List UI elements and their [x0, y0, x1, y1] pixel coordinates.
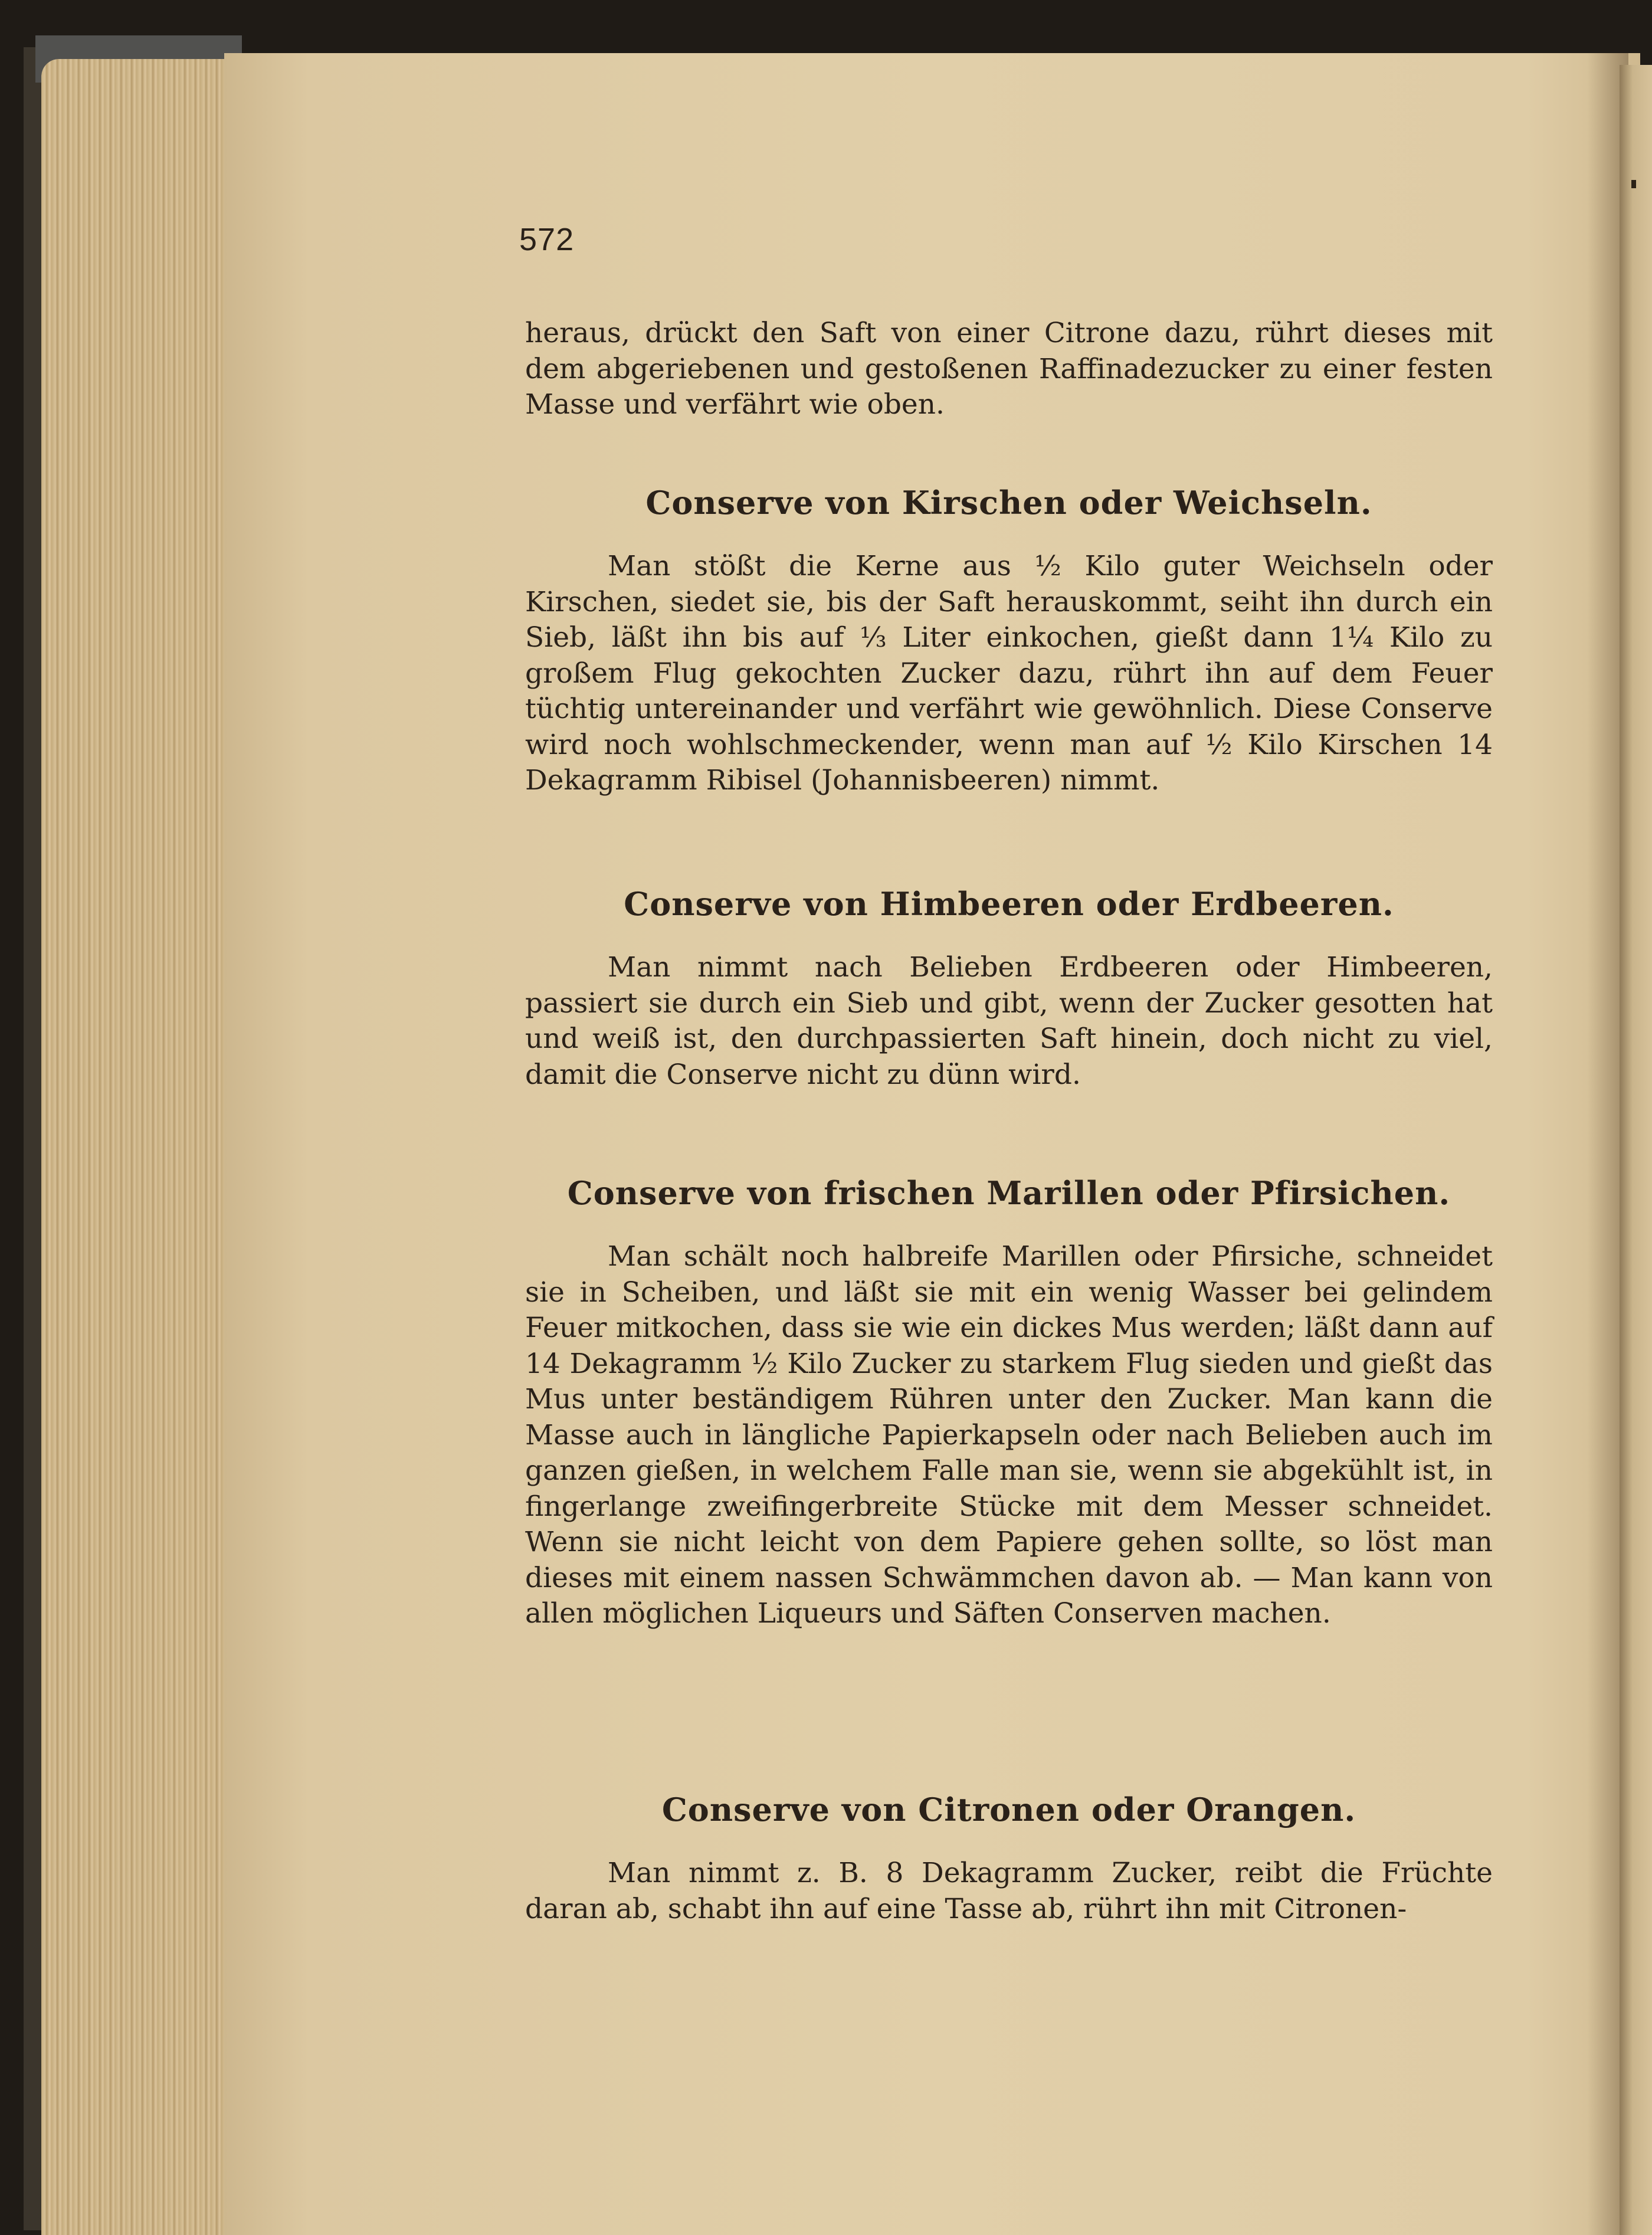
paragraph-citronen: Man nimmt z. B. 8 Dekagramm Zucker, reibt die Früchte daran ab, schabt ihn auf eine Tasse ab, rührt ihn mit Citronen-: [525, 1857, 1493, 1925]
heading-citronen: Conserve von Citronen oder Orangen.: [661, 1791, 1356, 1828]
paragraph-continuation: heraus, drückt den Saft von einer Citrone dazu, rührt dieses mit dem abgeriebenen und gestoßenen Raffinadezucker zu einer festen Masse und verfährt wie oben.: [525, 317, 1493, 421]
heading-himbeeren: Conserve von Himbeeren oder Erdbeeren.: [624, 885, 1394, 923]
paragraph-marillen: Man schält noch halbreife Marillen oder Pfirsiche, schneidet sie in Scheiben, und läßt sie mit ein wenig Wasser bei gelindem Feuer mitkochen, dass sie wie ein dickes Mus werden; läßt dann auf 14 Dekagramm ½ Kilo Zucker zu starkem Flug sieden und gießt das Mus unter beständigem Rühren unter den Zucker. Man kann die Masse auch in längliche Papierkapseln oder nach Belieben auch im ganzen gießen, in welchem Falle man sie, wenn sie abgekühlt ist, in fingerlange zweifingerbreite Stücke mit dem Messer schneidet. Wenn sie nicht leicht von dem Papiere gehen sollte, so löst man dieses mit einem nassen Schwämmchen davon ab. — Man kann von allen möglichen Liqueurs und Säften Conserven machen.: [525, 1240, 1493, 1630]
next-page-edge: [1620, 65, 1652, 2235]
heading-marillen: Conserve von frischen Marillen oder Pfirsichen.: [567, 1174, 1451, 1212]
paragraph-himbeeren: Man nimmt nach Belieben Erdbeeren oder Himbeeren, passiert sie durch ein Sieb und gibt, wenn der Zucker gesotten hat und weiß ist, den durchpassierten Saft hinein, doch nicht zu viel, damit die Conserve nicht zu dünn wird.: [525, 951, 1493, 1091]
stacked-page-edges: [41, 59, 236, 2235]
page-number: 572: [519, 222, 575, 257]
next-page-mark: [1631, 180, 1636, 188]
paragraph-kirschen: Man stößt die Kerne aus ½ Kilo guter Weichseln oder Kirschen, siedet sie, bis der Saft herauskommt, seiht ihn durch ein Sieb, läßt ihn bis auf ⅓ Liter einkochen, gießt dann 1¼ Kilo zu großem Flug gekochten Zucker dazu, rührt ihn auf dem Feuer tüchtig untereinander und verfährt wie gewöhnlich. Diese Conserve wird noch wohlschmeckender, wenn man auf ½ Kilo Kirschen 14 Dekagramm Ribisel (Johannisbeeren) nimmt.: [525, 550, 1493, 797]
heading-kirschen: Conserve von Kirschen oder Weichseln.: [645, 484, 1372, 522]
